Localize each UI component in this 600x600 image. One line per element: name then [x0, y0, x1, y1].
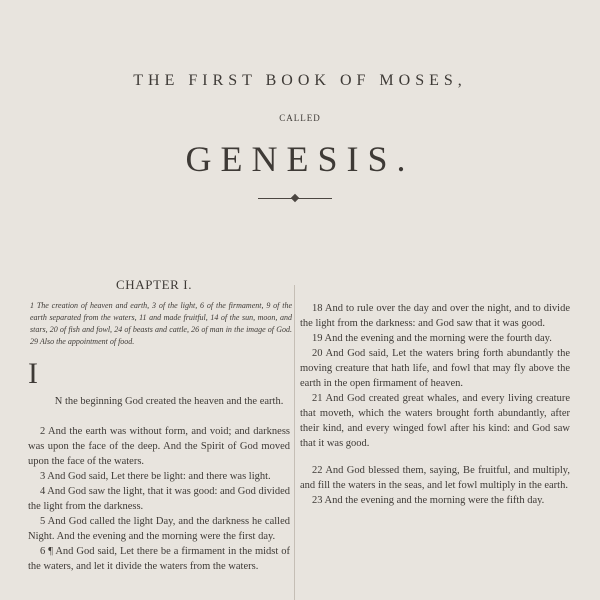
verse-gap — [300, 451, 570, 463]
chapter-summary: 1 The creation of heaven and earth, 3 of the light, 6 of the firmament, 9 of the earth separated from the waters, 11 and made fruitful, 14 of the sun, moon, and stars, 20 of fish and fowl, 24 of beasts and cattle, 26 of man in the image of God. 29 Also the appointment of food. — [30, 301, 292, 346]
verse-2: 2 And the earth was without form, and void; and darkness was upon the face of the deep. And the Spirit of God moved upon the face of the waters. — [28, 426, 293, 467]
verse-1-text: N the beginning God created the heaven and the earth. — [54, 396, 284, 407]
chapter-heading: CHAPTER I. — [116, 277, 193, 292]
verse-19: 19 And the evening and the morning were the fourth day. — [312, 333, 552, 344]
verse-20: 20 And God said, Let the waters bring forth abundantly the moving creature that hath life, and fowl that may fly above the earth in the open firmament of heaven. — [300, 348, 573, 389]
verse-5: 5 And God called the light Day, and the darkness he called Night. And the evening and the morning were the first day. — [28, 516, 293, 542]
verse-22: 22 And God blessed them, saying, Be fruitful, and multiply, and fill the waters in the seas, and let fowl multiply in the earth. — [300, 465, 573, 491]
verse-18: 18 And to rule over the day and over the night, and to divide the light from the darkness: and God saw that it was good. — [300, 303, 573, 329]
called-label: CALLED — [279, 113, 321, 123]
verse-4: 4 And God saw the light, that it was good: and God divided the light from the darkness. — [28, 486, 293, 512]
genesis-title: GENESIS. — [185, 139, 415, 179]
dropcap-letter: I — [28, 357, 38, 390]
left-column-text — [28, 357, 293, 574]
right-column-text — [300, 301, 573, 508]
verse-21: 21 And God created great whales, and every living creature that moveth, which the waters brought forth abundantly, after their kind, and every winged fowl after his kind: and God saw that it was good. — [300, 393, 573, 449]
title-ornament — [258, 198, 332, 201]
column-divider — [294, 285, 295, 600]
verse-23: 23 And the evening and the morning were the fifth day. — [312, 495, 545, 506]
book-title: THE FIRST BOOK OF MOSES, — [133, 72, 467, 89]
verse-1 — [28, 357, 290, 424]
verse-3: 3 And God said, Let there be light: and there was light. — [40, 471, 271, 482]
verse-6: 6 ¶ And God said, Let there be a firmament in the midst of the waters, and let it divide the waters from the waters. — [28, 546, 293, 572]
